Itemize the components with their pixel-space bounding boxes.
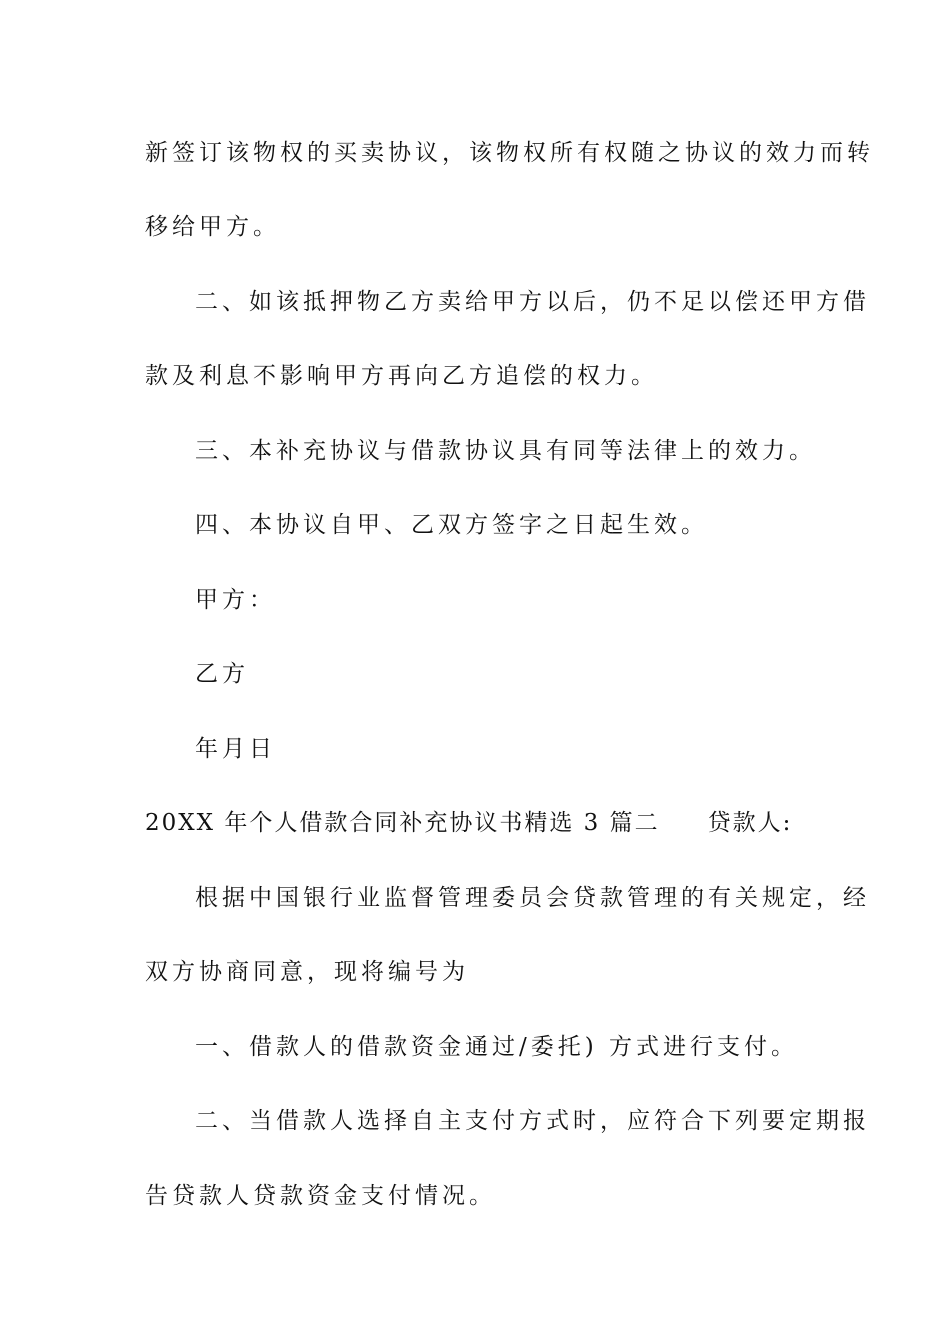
paragraph-line: 三、本补充协议与借款协议具有同等法律上的效力。 xyxy=(195,438,816,464)
section-heading-line xyxy=(145,808,792,838)
paragraph-line: 二、如该抵押物乙方卖给甲方以后，仍不足以偿还甲方借 xyxy=(195,289,870,315)
section-title: 20XX 年个人借款合同补充协议书精选 3 篇二 xyxy=(145,810,660,836)
party-a-label: 甲方： xyxy=(195,587,276,613)
paragraph-line: 二、当借款人选择自主支付方式时，应符合下列要定期报 xyxy=(195,1108,870,1134)
party-b-label: 乙方 xyxy=(195,661,249,687)
date-label: 年月日 xyxy=(195,736,276,762)
paragraph-line: 移给甲方。 xyxy=(145,214,280,240)
paragraph-line: 告贷款人贷款资金支付情况。 xyxy=(145,1183,496,1209)
paragraph-line: 款及利息不影响甲方再向乙方追偿的权力。 xyxy=(145,363,658,389)
paragraph-line: 一、借款人的借款资金通过/委托) 方式进行支付。 xyxy=(195,1034,799,1060)
paragraph-line: 根据中国银行业监督管理委员会贷款管理的有关规定，经 xyxy=(195,885,870,911)
paragraph-line: 双方协商同意，现将编号为 xyxy=(145,959,469,985)
lender-label: 贷款人: xyxy=(707,810,793,836)
paragraph-line: 四、本协议自甲、乙双方签字之日起生效。 xyxy=(195,512,708,538)
paragraph-line: 新签订该物权的买卖协议，该物权所有权随之协议的效力而转 xyxy=(145,140,874,166)
